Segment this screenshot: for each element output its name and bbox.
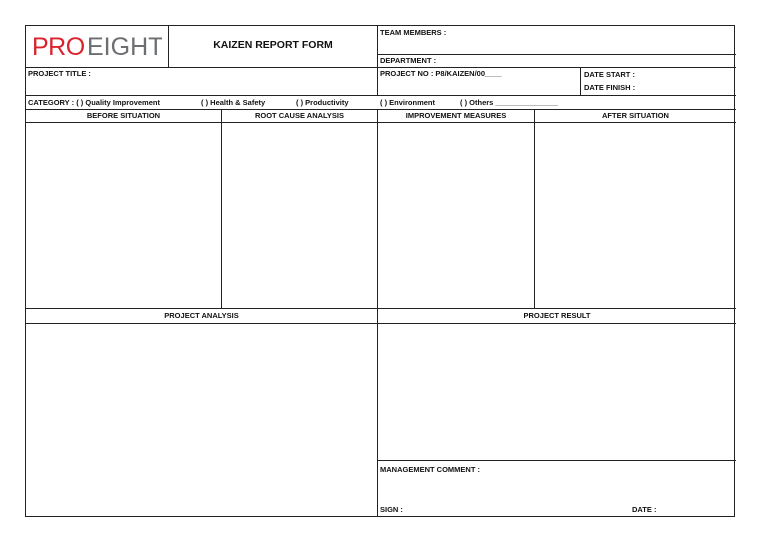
sign-label: SIGN :: [380, 505, 403, 514]
after-situation-header-cell: [534, 109, 736, 122]
after-situation-header: AFTER SITUATION: [602, 111, 669, 120]
team-members-label: TEAM MEMBERS :: [380, 28, 447, 37]
improvement-area[interactable]: [377, 122, 534, 308]
logo-eight-text: EIGHT: [87, 33, 162, 60]
date-start-field[interactable]: [580, 67, 736, 81]
before-situation-header-cell: [26, 109, 221, 122]
category-environment[interactable]: ( ) Environment: [380, 98, 436, 107]
project-result-header: PROJECT RESULT: [523, 311, 591, 320]
proeight-logo-graphic: [32, 32, 162, 60]
project-result-area[interactable]: [377, 323, 736, 460]
project-analysis-header: PROJECT ANALYSIS: [164, 311, 239, 320]
date-label: DATE :: [632, 505, 657, 514]
form-title: KAIZEN REPORT FORM: [213, 39, 333, 51]
logo-cell: [26, 26, 168, 67]
department-field[interactable]: [377, 54, 736, 67]
category-others[interactable]: ( ) Others _______________: [460, 98, 558, 107]
improvement-header-cell: [377, 109, 534, 122]
form-title-cell: [168, 26, 377, 67]
root-cause-area[interactable]: [221, 122, 377, 308]
category-productivity[interactable]: ( ) Productivity: [296, 98, 349, 107]
team-members-field[interactable]: [377, 26, 736, 54]
logo-pro-text: PRO: [32, 33, 85, 60]
kaizen-report-form: [25, 25, 735, 517]
category-row: [26, 95, 736, 109]
improvement-header: IMPROVEMENT MEASURES: [405, 111, 507, 120]
project-number-label: PROJECT NO : P8/KAIZEN/00____: [380, 69, 502, 78]
date-finish-label: DATE FINISH :: [584, 83, 636, 92]
project-analysis-header-cell: [26, 308, 377, 323]
proeight-logo: [32, 32, 162, 60]
category-health-safety[interactable]: ( ) Health & Safety: [201, 98, 266, 107]
project-result-header-cell: [377, 308, 736, 323]
date-start-label: DATE START :: [584, 70, 635, 79]
project-title-field[interactable]: [26, 67, 377, 95]
date-finish-field[interactable]: [580, 81, 736, 95]
project-number-field[interactable]: [377, 67, 580, 95]
management-comment-field[interactable]: [377, 460, 736, 516]
department-label: DEPARTMENT :: [380, 56, 437, 65]
root-cause-header: ROOT CAUSE ANALYSIS: [254, 111, 345, 120]
root-cause-header-cell: [221, 109, 377, 122]
project-analysis-area[interactable]: [26, 323, 377, 516]
before-situation-area[interactable]: [26, 122, 221, 308]
project-title-label: PROJECT TITLE :: [28, 69, 91, 78]
management-comment-label: MANAGEMENT COMMENT :: [380, 465, 480, 474]
category-quality-improvement[interactable]: CATEGORY : ( ) Quality Improvement: [28, 98, 160, 107]
before-situation-header: BEFORE SITUATION: [86, 111, 161, 120]
after-situation-area[interactable]: [534, 122, 736, 308]
